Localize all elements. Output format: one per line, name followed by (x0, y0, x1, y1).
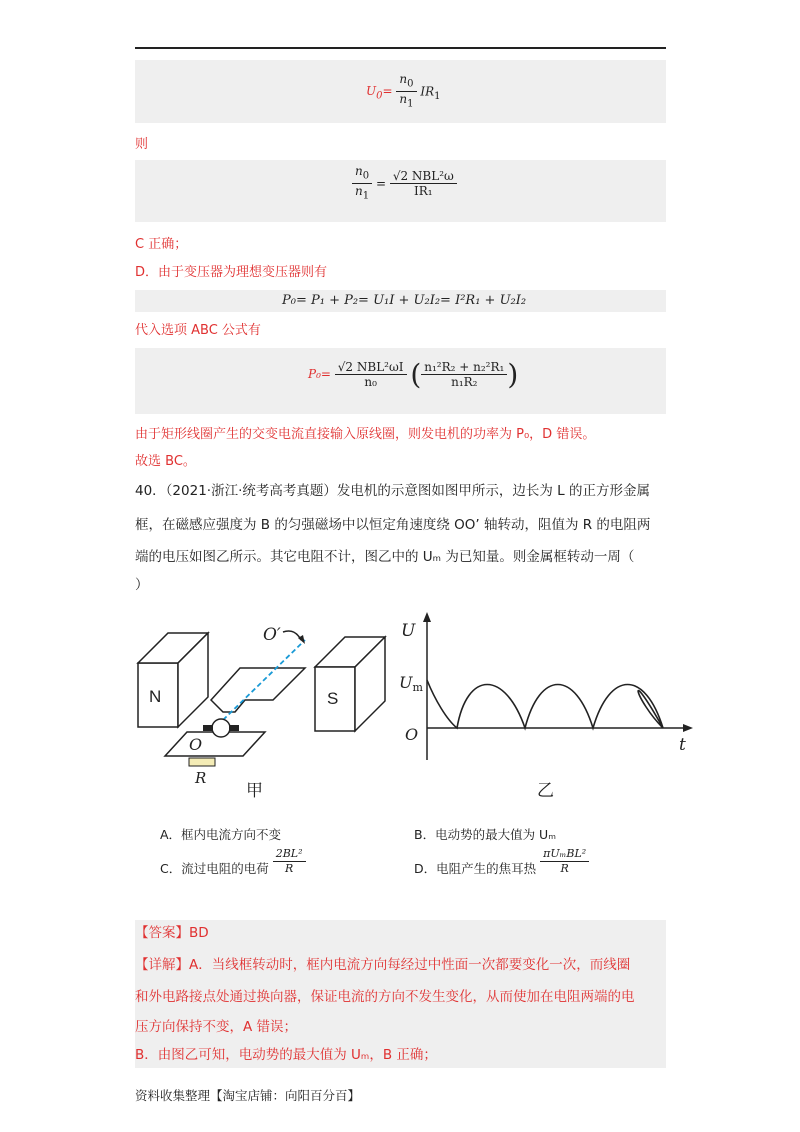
question-line-2: 框，在磁感应强度为 B 的匀强磁场中以恒定角速度绕 OO’ 轴转动，阻值为 R 的电阻两 (135, 517, 651, 533)
formula-ratio: $\frac{n_0}{n_1}$ = $\frac{\text{√2 NBL²ω}}{\text{IR₁}}$ (352, 164, 457, 204)
option-a: A．框内电流方向不变 (160, 827, 282, 842)
d-intro-text: D．由于变压器为理想变压器则有 (135, 265, 328, 280)
figure-generator (135, 610, 395, 810)
magnet-s (315, 637, 385, 731)
conclusion-text: 由于矩形线圈产生的交变电流直接输入原线圈，则发电机的功率为 P₀，D 错误。 (135, 427, 596, 442)
brush-left (203, 725, 213, 731)
origin-label: O (405, 725, 419, 744)
figure-voltage-graph (395, 610, 695, 810)
pole-s-label: S (327, 689, 339, 708)
question-line-4: ） (135, 577, 149, 593)
loop-frame (211, 668, 305, 712)
y-axis-arrow (423, 612, 431, 622)
answer-detail-4: B．由图乙可知，电动势的最大值为 Uₘ，B 正确； (135, 1047, 437, 1063)
um-label: Um (399, 673, 423, 694)
abc-intro-text: 代入选项 ABC 公式有 (135, 323, 261, 338)
x-axis-arrow (683, 724, 693, 732)
axis-top-label: O′ (263, 625, 281, 645)
voltage-curve (427, 680, 663, 728)
option-c: C．流过电阻的电荷 $\frac{\text{2BL²}}{R}$ (160, 855, 306, 884)
magnet-n (138, 633, 208, 727)
resistor-label: R (195, 769, 207, 787)
question-line-3: 端的电压如图乙所示。其它电阻不计，图乙中的 Uₘ 为已知量。则金属框转动一周（ (135, 549, 635, 565)
choose-text: 故选 BC。 (135, 454, 196, 469)
c-correct-text: C 正确； (135, 237, 188, 252)
footer-text: 资料收集整理【淘宝店铺：向阳百分百】 (135, 1088, 361, 1103)
caption-yi: 乙 (537, 781, 554, 801)
formula-p0: P₀= P₁ + P₂= U₁I + U₂I₂= I²R₁ + U₂I₂ (282, 293, 527, 308)
question-line-1: 40．（2021·浙江·统考高考真题）发电机的示意图如图甲所示，边长为 L 的正方形金属 (135, 483, 650, 499)
option-b: B．电动势的最大值为 Uₘ (414, 827, 556, 842)
answer-label: 【答案】BD (135, 925, 209, 941)
option-d: D．电阻产生的焦耳热 $\frac{\text{πUₘBL²}}{R}$ (414, 855, 589, 884)
formula-p0-abc: P₀= $\frac{\text{√2 NBL²ωI}}{\text{n₀}}$ ( $\frac{\text{n₁²R₂ + n₂²R₁}}{\text{n₁R₂}}$ ) (308, 358, 519, 391)
resistor (189, 758, 215, 766)
answer-detail-1: 【详解】A．当线框转动时，框内电流方向每经过中性面一次都要变化一次，而线圈 (135, 957, 631, 973)
header-rule (135, 47, 666, 49)
rotation-arrow (283, 631, 301, 640)
brush-right (229, 725, 239, 731)
then-text: 则 (135, 137, 149, 152)
answer-detail-2: 和外电路接点处通过换向器，保证电流的方向不发生变化，从而使加在电阻两端的电 (135, 989, 635, 1005)
formula-u0: $U_0=$ $\frac{n_0}{n_1}$ $IR_1$ (366, 72, 441, 110)
commutator (212, 719, 230, 737)
y-axis-label: U (401, 621, 416, 641)
caption-jia: 甲 (246, 781, 263, 801)
x-axis-label: t (679, 735, 686, 755)
pole-n-label: N (149, 687, 162, 706)
axis-bottom-label: O (189, 735, 203, 754)
answer-detail-3: 压方向保持不变，A 错误； (135, 1019, 298, 1035)
